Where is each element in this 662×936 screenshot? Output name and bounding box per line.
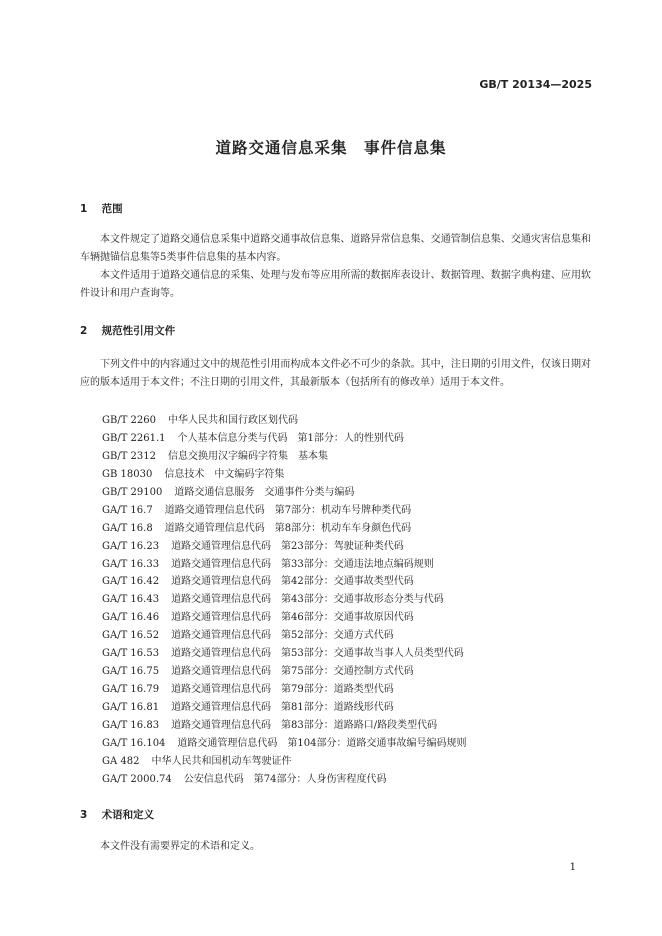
section-3-heading <box>80 807 154 822</box>
reference-code: GA/T 16.52 <box>102 630 160 642</box>
reference-code: GA/T 16.81 <box>102 702 160 713</box>
reference-code: GA/T 16.7 <box>102 504 153 516</box>
reference-title: 道路交通管理信息代码 第7部分：机动车号牌种类代码 <box>164 504 412 516</box>
reference-item <box>102 663 467 681</box>
section-1-title: 范围 <box>101 203 123 215</box>
reference-code: GA 482 <box>102 755 140 767</box>
reference-item <box>102 466 467 484</box>
reference-code: GB 18030 <box>102 468 153 480</box>
document-title: 道路交通信息采集 事件信息集 <box>215 139 447 157</box>
section-3-number: 3 <box>80 809 88 821</box>
reference-code: GA/T 16.104 <box>102 737 166 749</box>
reference-code: GB/T 2312 <box>102 450 157 462</box>
reference-code: GA/T 16.42 <box>102 576 160 588</box>
reference-title: 道路交通管理信息代码 第53部分：交通事故当事人人员类型代码 <box>171 648 464 660</box>
reference-item <box>102 699 467 717</box>
reference-item <box>102 520 467 538</box>
reference-item <box>102 735 467 753</box>
reference-item <box>102 556 467 574</box>
reference-title: 道路交通管理信息代码 第8部分：机动车车身颜色代码 <box>164 522 412 534</box>
section-3-paragraph-1: 本文件没有需要界定的术语和定义。 <box>100 841 260 852</box>
reference-item <box>102 430 467 448</box>
section-2-title: 规范性引用文件 <box>101 325 176 337</box>
reference-code: GA/T 16.43 <box>102 594 160 606</box>
reference-title: 道路交通管理信息代码 第43部分：交通事故形态分类与代码 <box>171 594 444 606</box>
reference-code: GA/T 16.8 <box>102 522 153 534</box>
reference-title: 道路交通管理信息代码 第83部分：道路路口/路段类型代码 <box>171 719 438 731</box>
reference-item <box>102 573 467 591</box>
reference-item <box>102 591 467 609</box>
reference-title: 道路交通信息服务 交通事件分类与编码 <box>174 486 355 498</box>
section-1-paragraph-1: 本文件规定了道路交通信息采集中道路交通事故信息集、道路异常信息集、交通管制信息集、交通灾害信息集和车辆抛锚信息集等5类事件信息集的基本内容。 <box>80 234 591 263</box>
reference-title: 道路交通管理信息代码 第81部分：道路线形代码 <box>171 702 394 713</box>
reference-title: 信息交换用汉字编码字符集 基本集 <box>168 450 329 462</box>
reference-title: 道路交通管理信息代码 第52部分：交通方式代码 <box>171 630 394 642</box>
reference-code: GB/T 2260 <box>102 415 157 426</box>
reference-item <box>102 609 467 627</box>
reference-item <box>102 412 467 430</box>
reference-title: 公安信息代码 第74部分：人身伤害程度代码 <box>183 773 387 785</box>
section-2-number: 2 <box>80 325 88 337</box>
reference-title: 中华人民共和国机动车驾驶证件 <box>151 755 292 767</box>
reference-code: GA/T 16.53 <box>102 648 160 660</box>
reference-item <box>102 538 467 556</box>
reference-item <box>102 645 467 663</box>
reference-code: GA/T 16.79 <box>102 684 160 696</box>
reference-title: 信息技术 中文编码字符集 <box>164 468 285 480</box>
reference-code: GB/T 2261.1 <box>102 432 166 444</box>
reference-item <box>102 771 467 789</box>
section-2-heading <box>80 323 175 338</box>
reference-code: GA/T 16.46 <box>102 612 160 624</box>
reference-item <box>102 448 467 466</box>
reference-code: GB/T 29100 <box>102 486 163 498</box>
section-1-number: 1 <box>80 203 88 215</box>
normative-reference-list <box>102 412 467 789</box>
reference-title: 道路交通管理信息代码 第42部分：交通事故类型代码 <box>171 576 414 588</box>
reference-code: GA/T 16.33 <box>102 558 160 570</box>
reference-title: 个人基本信息分类与代码 第1部分：人的性别代码 <box>177 432 404 444</box>
reference-title: 道路交通管理信息代码 第79部分：道路类型代码 <box>171 684 394 696</box>
reference-title: 道路交通管理信息代码 第46部分：交通事故原因代码 <box>171 612 414 624</box>
reference-code: GA/T 16.75 <box>102 666 160 678</box>
reference-title: 道路交通管理信息代码 第23部分：驾驶证种类代码 <box>171 540 404 552</box>
reference-code: GA/T 16.83 <box>102 719 160 731</box>
section-2-paragraph-1: 下列文件中的内容通过文中的规范性引用而构成本文件必不可少的条款。其中，注日期的引用文件，仅该日期对应的版本适用于本文件；不注日期的引用文件，其最新版本（包括所有的修改单）适用于本文件。 <box>80 359 591 388</box>
reference-code: GA/T 16.23 <box>102 540 160 552</box>
reference-item <box>102 627 467 645</box>
page-number: 1 <box>569 862 576 873</box>
reference-title: 道路交通管理信息代码 第104部分：道路交通事故编号编码规则 <box>177 737 467 749</box>
section-1-paragraph-2: 本文件适用于道路交通信息的采集、处理与发布等应用所需的数据库表设计、数据管理、数据字典构建、应用软件设计和用户查询等。 <box>80 270 591 299</box>
section-3-title: 术语和定义 <box>101 809 155 821</box>
section-1-heading <box>80 201 123 216</box>
standard-number: GB/T 20134—2025 <box>479 78 592 91</box>
reference-item <box>102 681 467 699</box>
reference-item <box>102 717 467 735</box>
reference-title: 道路交通管理信息代码 第75部分：交通控制方式代码 <box>171 666 414 678</box>
reference-title: 道路交通管理信息代码 第33部分：交通违法地点编码规则 <box>171 558 434 570</box>
reference-code: GA/T 2000.74 <box>102 773 172 785</box>
reference-item <box>102 484 467 502</box>
reference-item <box>102 753 467 771</box>
reference-item <box>102 502 467 520</box>
reference-title: 中华人民共和国行政区划代码 <box>168 415 299 426</box>
